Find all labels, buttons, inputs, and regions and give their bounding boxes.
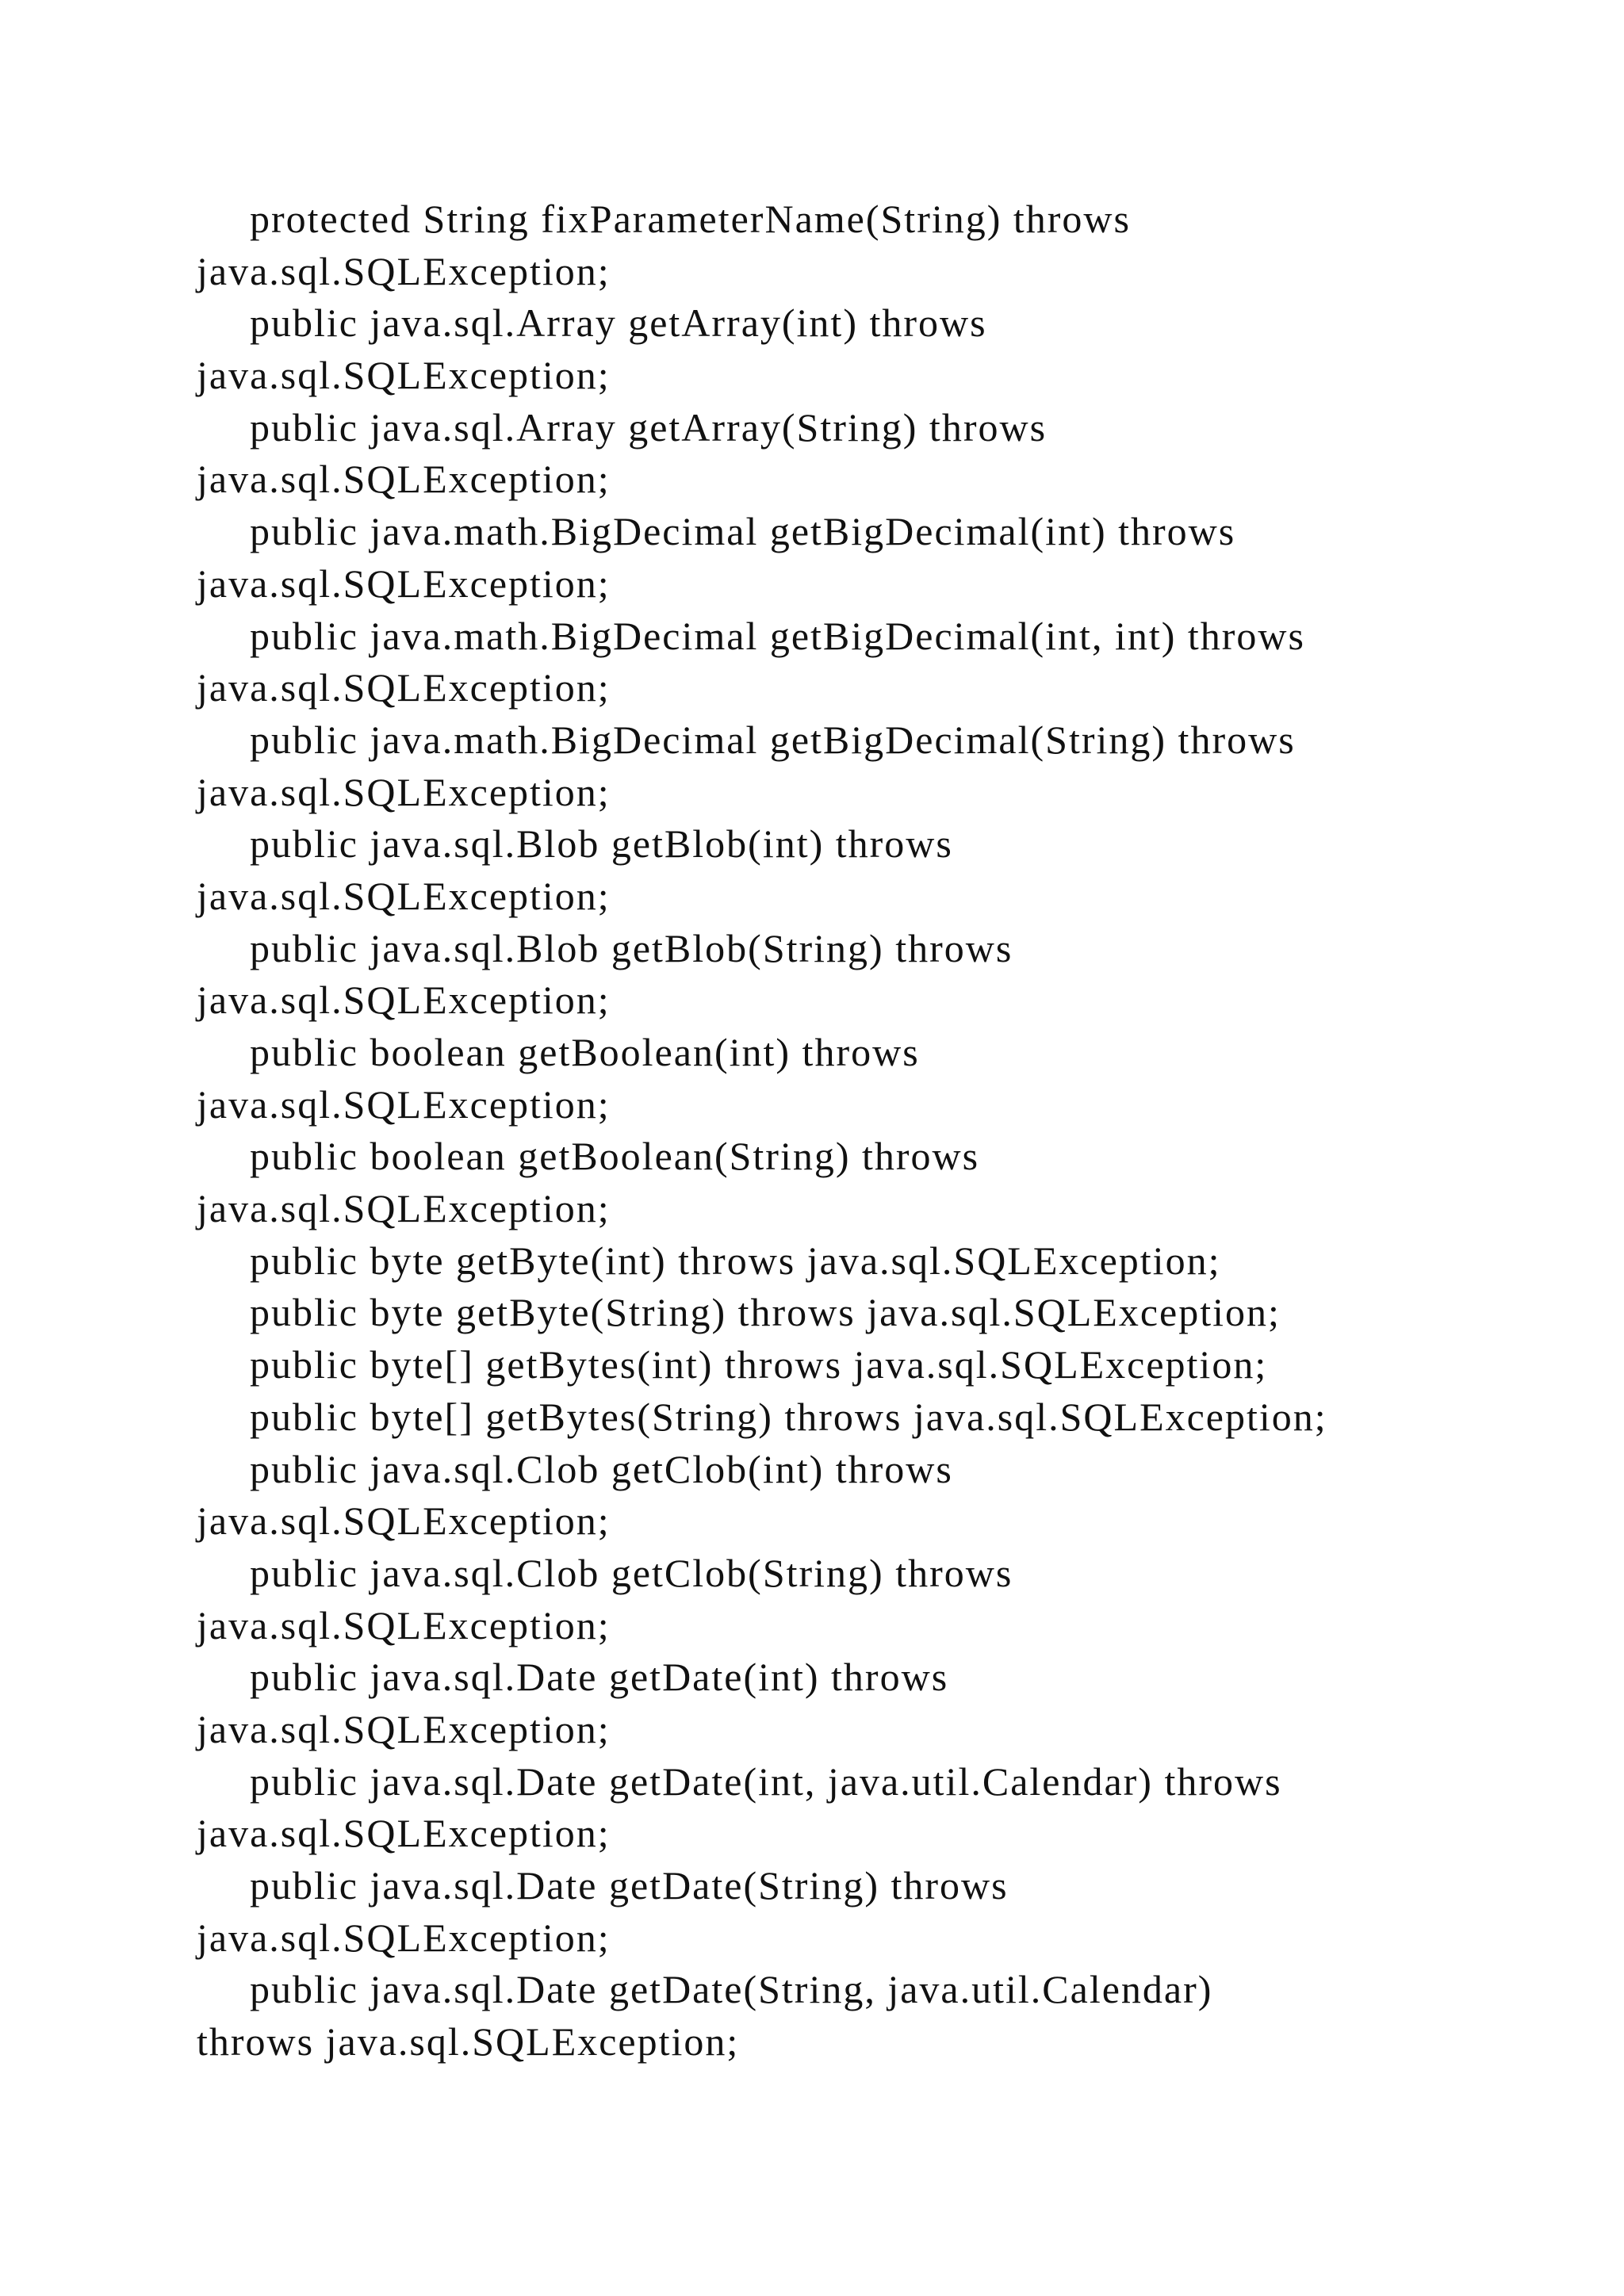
text-line: java.sql.SQLException; (197, 769, 611, 814)
text-line: public java.sql.Blob getBlob(String) throws (250, 925, 1013, 970)
text-line: public byte getByte(String) throws java.sql.SQLException; (250, 1290, 1281, 1335)
text-line: public java.sql.Array getArray(String) throws (250, 404, 1048, 450)
text-line: public boolean getBoolean(int) throws (250, 1030, 920, 1074)
text-line: java.sql.SQLException; (197, 1915, 611, 1960)
text-line: public java.sql.Clob getClob(int) throws (250, 1446, 953, 1491)
text-line: public java.sql.Date getDate(String, java.util.Calendar) (250, 1967, 1213, 2012)
text-line: public java.sql.Date getDate(String) throws (250, 1863, 1009, 1908)
text-line: java.sql.SQLException; (197, 248, 611, 293)
text-line: java.sql.SQLException; (197, 1706, 611, 1751)
text-line: java.sql.SQLException; (197, 978, 611, 1023)
text-line: public java.sql.Blob getBlob(int) throws (250, 821, 953, 867)
text-line: public java.sql.Clob getClob(String) throws (250, 1550, 1013, 1595)
text-line: public java.sql.Date getDate(int) throws (250, 1655, 949, 1700)
text-line: java.sql.SQLException; (197, 873, 611, 918)
text-line: java.sql.SQLException; (197, 1498, 611, 1544)
text-line: java.sql.SQLException; (197, 665, 611, 710)
text-line: protected String fixParameterName(String) throws (250, 197, 1131, 241)
code-text-block (197, 193, 1545, 2068)
text-line: java.sql.SQLException; (197, 561, 611, 606)
text-line: java.sql.SQLException; (197, 1081, 611, 1127)
text-line: java.sql.SQLException; (197, 1811, 611, 1856)
text-line: public byte[] getBytes(int) throws java.sql.SQLException; (250, 1342, 1268, 1387)
text-line: public java.math.BigDecimal getBigDecimal(int) throws (250, 509, 1236, 554)
text-line: public java.math.BigDecimal getBigDecimal(String) throws (250, 717, 1296, 762)
text-line: public java.math.BigDecimal getBigDecimal(int, int) throws (250, 613, 1305, 658)
text-line: public java.sql.Date getDate(int, java.util.Calendar) throws (250, 1758, 1282, 1804)
text-line: public boolean getBoolean(String) throws (250, 1134, 980, 1179)
text-line: throws java.sql.SQLException; (197, 2019, 740, 2064)
text-line: public java.sql.Array getArray(int) throws (250, 300, 987, 346)
text-line: public byte[] getBytes(String) throws java.sql.SQLException; (250, 1394, 1327, 1439)
text-line: public byte getByte(int) throws java.sql.SQLException; (250, 1238, 1221, 1283)
text-line: java.sql.SQLException; (197, 1186, 611, 1231)
text-line: java.sql.SQLException; (197, 1602, 611, 1647)
text-line: java.sql.SQLException; (197, 353, 611, 398)
text-line: java.sql.SQLException; (197, 457, 611, 502)
